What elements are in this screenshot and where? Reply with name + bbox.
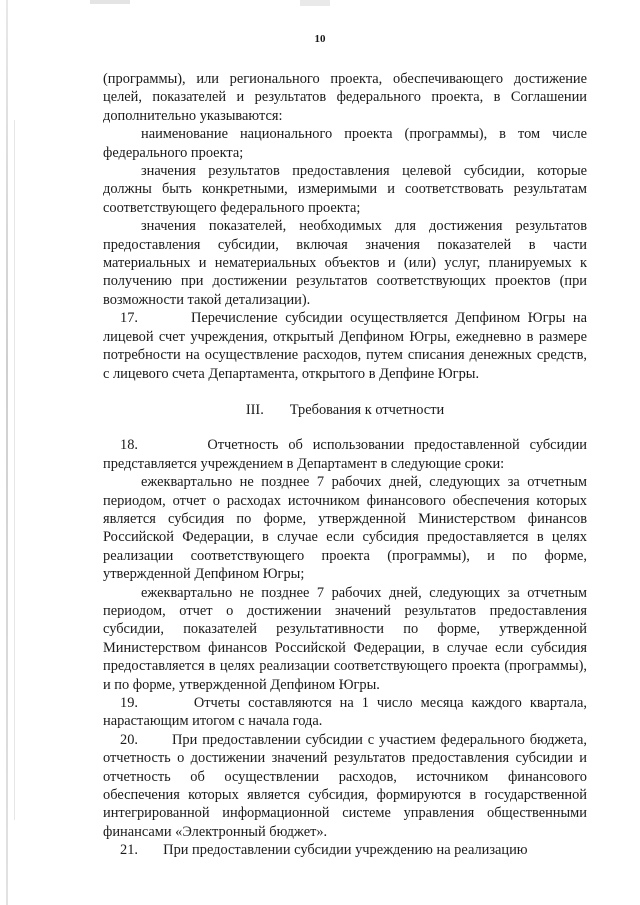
clause-21: 21. При предоставлении субсидии учреждению на реализацию bbox=[120, 842, 528, 859]
clause-17: 17. Перечисление субсидии осуществляется Депфином Югры на лицевой счет учреждения, открытый Депфином Югры, ежедневно в размере потребности на осуществление расходов, путем списания денежных средств, с лицевого счета Департамента, открытого в Депфине Югры. bbox=[103, 310, 591, 382]
document-body bbox=[103, 70, 591, 860]
paragraph: наименование национального проекта (программы), в том числе федерального проекта; bbox=[103, 126, 587, 161]
section-title: Требования к отчетности bbox=[289, 401, 445, 418]
clause-19: 19. Отчеты составляются на 1 число месяца каждого квартала, нарастающим итогом с начала года. bbox=[103, 695, 591, 730]
page-number: 10 bbox=[314, 33, 326, 45]
clause-18: 18. Отчетность об использовании предоставленной субсидии представляется учреждением в Департамент в следующие сроки: bbox=[103, 437, 591, 472]
paragraph: (программы), или регионального проекта, обеспечивающего достижение целей, показателей и результатов федерального проекта, в Соглашении дополнительно указываются: bbox=[103, 71, 587, 124]
paragraph: ежеквартально не позднее 7 рабочих дней, следующих за отчетным периодом, отчет о расходах источником финансового обеспечения которых является субсидия по форме, утвержденной Министерством финансов Российской Федерации, в случае если субсидия предоставляется в целях реализации соответствующего проекта (программы), и по форме, утвержденной Депфином Югры; bbox=[103, 474, 587, 583]
scan-edge-line bbox=[14, 120, 15, 820]
paragraph: ежеквартально не позднее 7 рабочих дней, следующих за отчетным периодом, отчет о достижении значений результатов предоставления субсидии, показателей результативности по форме, утвержденной Министерством финансов Российской Федерации, в случае если субсидия предоставляется в целях реализации соответствующего проекта (программы), и по форме, утвержденной Депфином Югры. bbox=[103, 584, 587, 693]
section-number: III. bbox=[245, 401, 264, 418]
paragraph: значения показателей, необходимых для достижения результатов предоставления субсидии, включая значения показателей в части материальных и нематериальных объектов и (или) услуг, планируемых к получению при достижении результатов соответствующих проектов (при возможности такой детализации). bbox=[103, 218, 587, 308]
paragraph: значения результатов предоставления целевой субсидии, которые должны быть конкретными, измеримыми и соответствовать результатам соответствующего федерального проекта; bbox=[103, 163, 587, 216]
section-heading bbox=[103, 401, 587, 419]
clause-20: 20. При предоставлении субсидии с участием федерального бюджета, отчетность о достижении значений результатов предоставления субсидии и отчетность об осуществлении расходов, источником финансового обеспечения которых является субсидия, формируются в государственной интегрированной информационной системе управления общественными финансами «Электронный бюджет». bbox=[103, 731, 591, 840]
scan-artifact bbox=[90, 0, 130, 4]
scan-edge-shadow bbox=[6, 0, 8, 905]
scan-artifact bbox=[300, 0, 330, 6]
